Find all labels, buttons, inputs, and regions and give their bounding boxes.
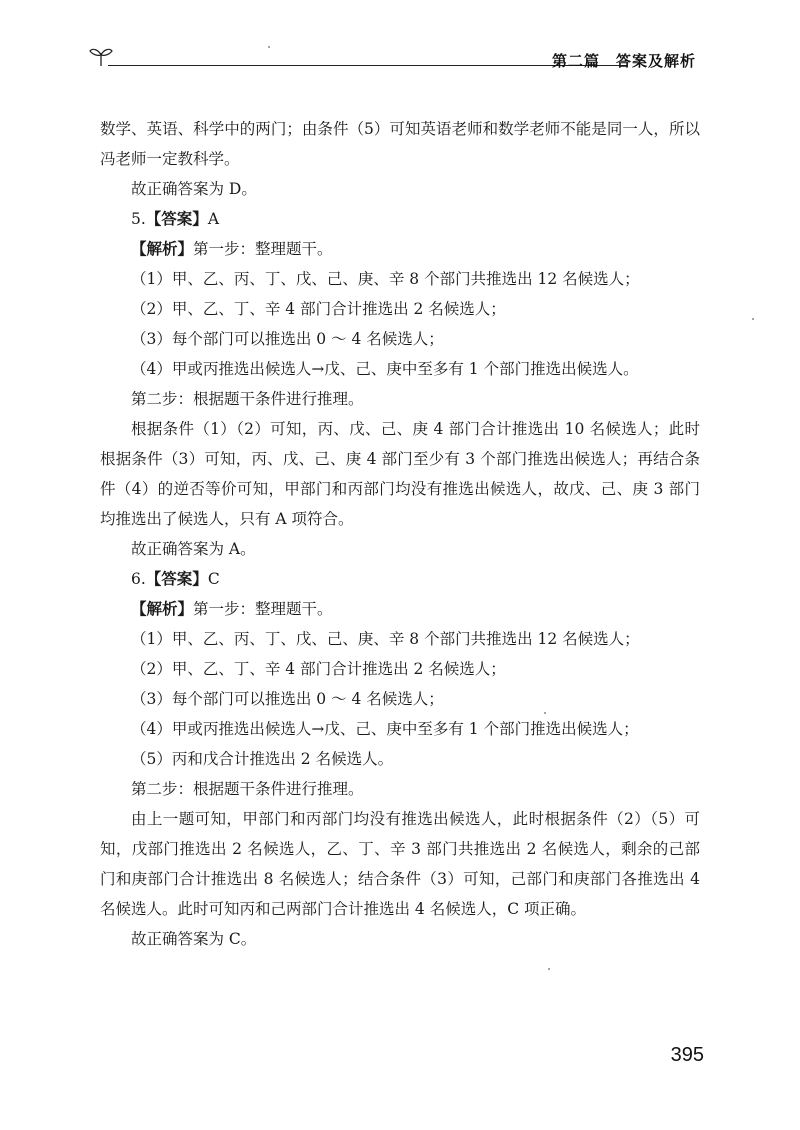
condition-line: （3）每个部门可以推选出 0 ～ 4 名候选人； <box>131 330 444 348</box>
answer-analysis-body <box>100 114 700 954</box>
step-heading: 第一步：整理题干。 <box>193 240 333 258</box>
analysis-line <box>100 234 700 264</box>
scan-speck <box>544 712 546 714</box>
analysis-label: 【解析】 <box>131 599 194 618</box>
paragraph: 故正确答案为 A。 <box>131 540 256 558</box>
condition-line: （4）甲或丙推选出候选人→戊、己、庚中至多有 1 个部门推选出候选人。 <box>131 360 639 378</box>
question-number: 6. <box>131 570 146 588</box>
scan-speck <box>548 968 550 970</box>
paragraph: 故正确答案为 C。 <box>131 930 257 948</box>
analysis-line <box>100 594 700 624</box>
step-heading: 第二步：根据题干条件进行推理。 <box>131 390 364 408</box>
scan-speck <box>268 46 270 48</box>
condition-line: （4）甲或丙推选出候选人→戊、己、庚中至多有 1 个部门推选出候选人； <box>131 720 639 738</box>
condition-line: （1）甲、乙、丙、丁、戊、己、庚、辛 8 个部门共推选出 12 名候选人； <box>131 630 640 648</box>
condition-line: （3）每个部门可以推选出 0 ～ 4 名候选人； <box>131 690 444 708</box>
sprout-icon <box>88 44 114 70</box>
question-number: 5. <box>131 210 146 228</box>
answer-choice: A <box>207 210 220 228</box>
paragraph: 由上一题可知，甲部门和丙部门均没有推选出候选人，此时根据条件（2）（5）可知，戊部门推选出 2 名候选人，乙、丁、辛 3 部门共推选出 2 名候选人，剩余的己部门和庚部门合计推选出 8 名候选人；结合条件（3）可知，己部门和庚部门各推选出 4 名候选人。此时可知丙和己两部门合计推选出 4 名候选人，C 项正确。 <box>100 810 700 918</box>
condition-line: （2）甲、乙、丁、辛 4 部门合计推选出 2 名候选人； <box>131 660 506 678</box>
step-heading: 第一步：整理题干。 <box>193 600 333 618</box>
running-header <box>88 44 702 74</box>
condition-line: （5）丙和戊合计推选出 2 名候选人。 <box>131 750 394 768</box>
analysis-label: 【解析】 <box>131 239 194 258</box>
paragraph: 故正确答案为 D。 <box>131 180 257 198</box>
answer-line-6 <box>100 564 700 594</box>
paragraph: 数学、英语、科学中的两门；由条件（5）可知英语老师和数学老师不能是同一人，所以冯老师一定教科学。 <box>100 120 700 168</box>
answer-choice: C <box>207 570 220 588</box>
step-heading: 第二步：根据题干条件进行推理。 <box>131 780 364 798</box>
header-rule <box>108 65 628 66</box>
section-title: 第二篇 答案及解析 <box>551 52 696 70</box>
answer-label: 【答案】 <box>145 569 208 588</box>
paragraph: 根据条件（1）（2）可知，丙、戊、己、庚 4 部门合计推选出 10 名候选人；此时根据条件（3）可知，丙、戊、己、庚 4 部门至少有 3 个部门推选出候选人；再结合条件（4）的逆否等价可知，甲部门和丙部门均没有推选出候选人，故戊、己、庚 3 部门均推选出了候选人，只有 A 项符合。 <box>100 420 700 528</box>
condition-line: （1）甲、乙、丙、丁、戊、己、庚、辛 8 个部门共推选出 12 名候选人； <box>131 270 640 288</box>
condition-line: （2）甲、乙、丁、辛 4 部门合计推选出 2 名候选人； <box>131 300 506 318</box>
page-number: 395 <box>670 1044 704 1066</box>
scan-speck <box>752 318 754 320</box>
answer-line-5 <box>100 204 700 234</box>
answer-label: 【答案】 <box>145 209 208 228</box>
